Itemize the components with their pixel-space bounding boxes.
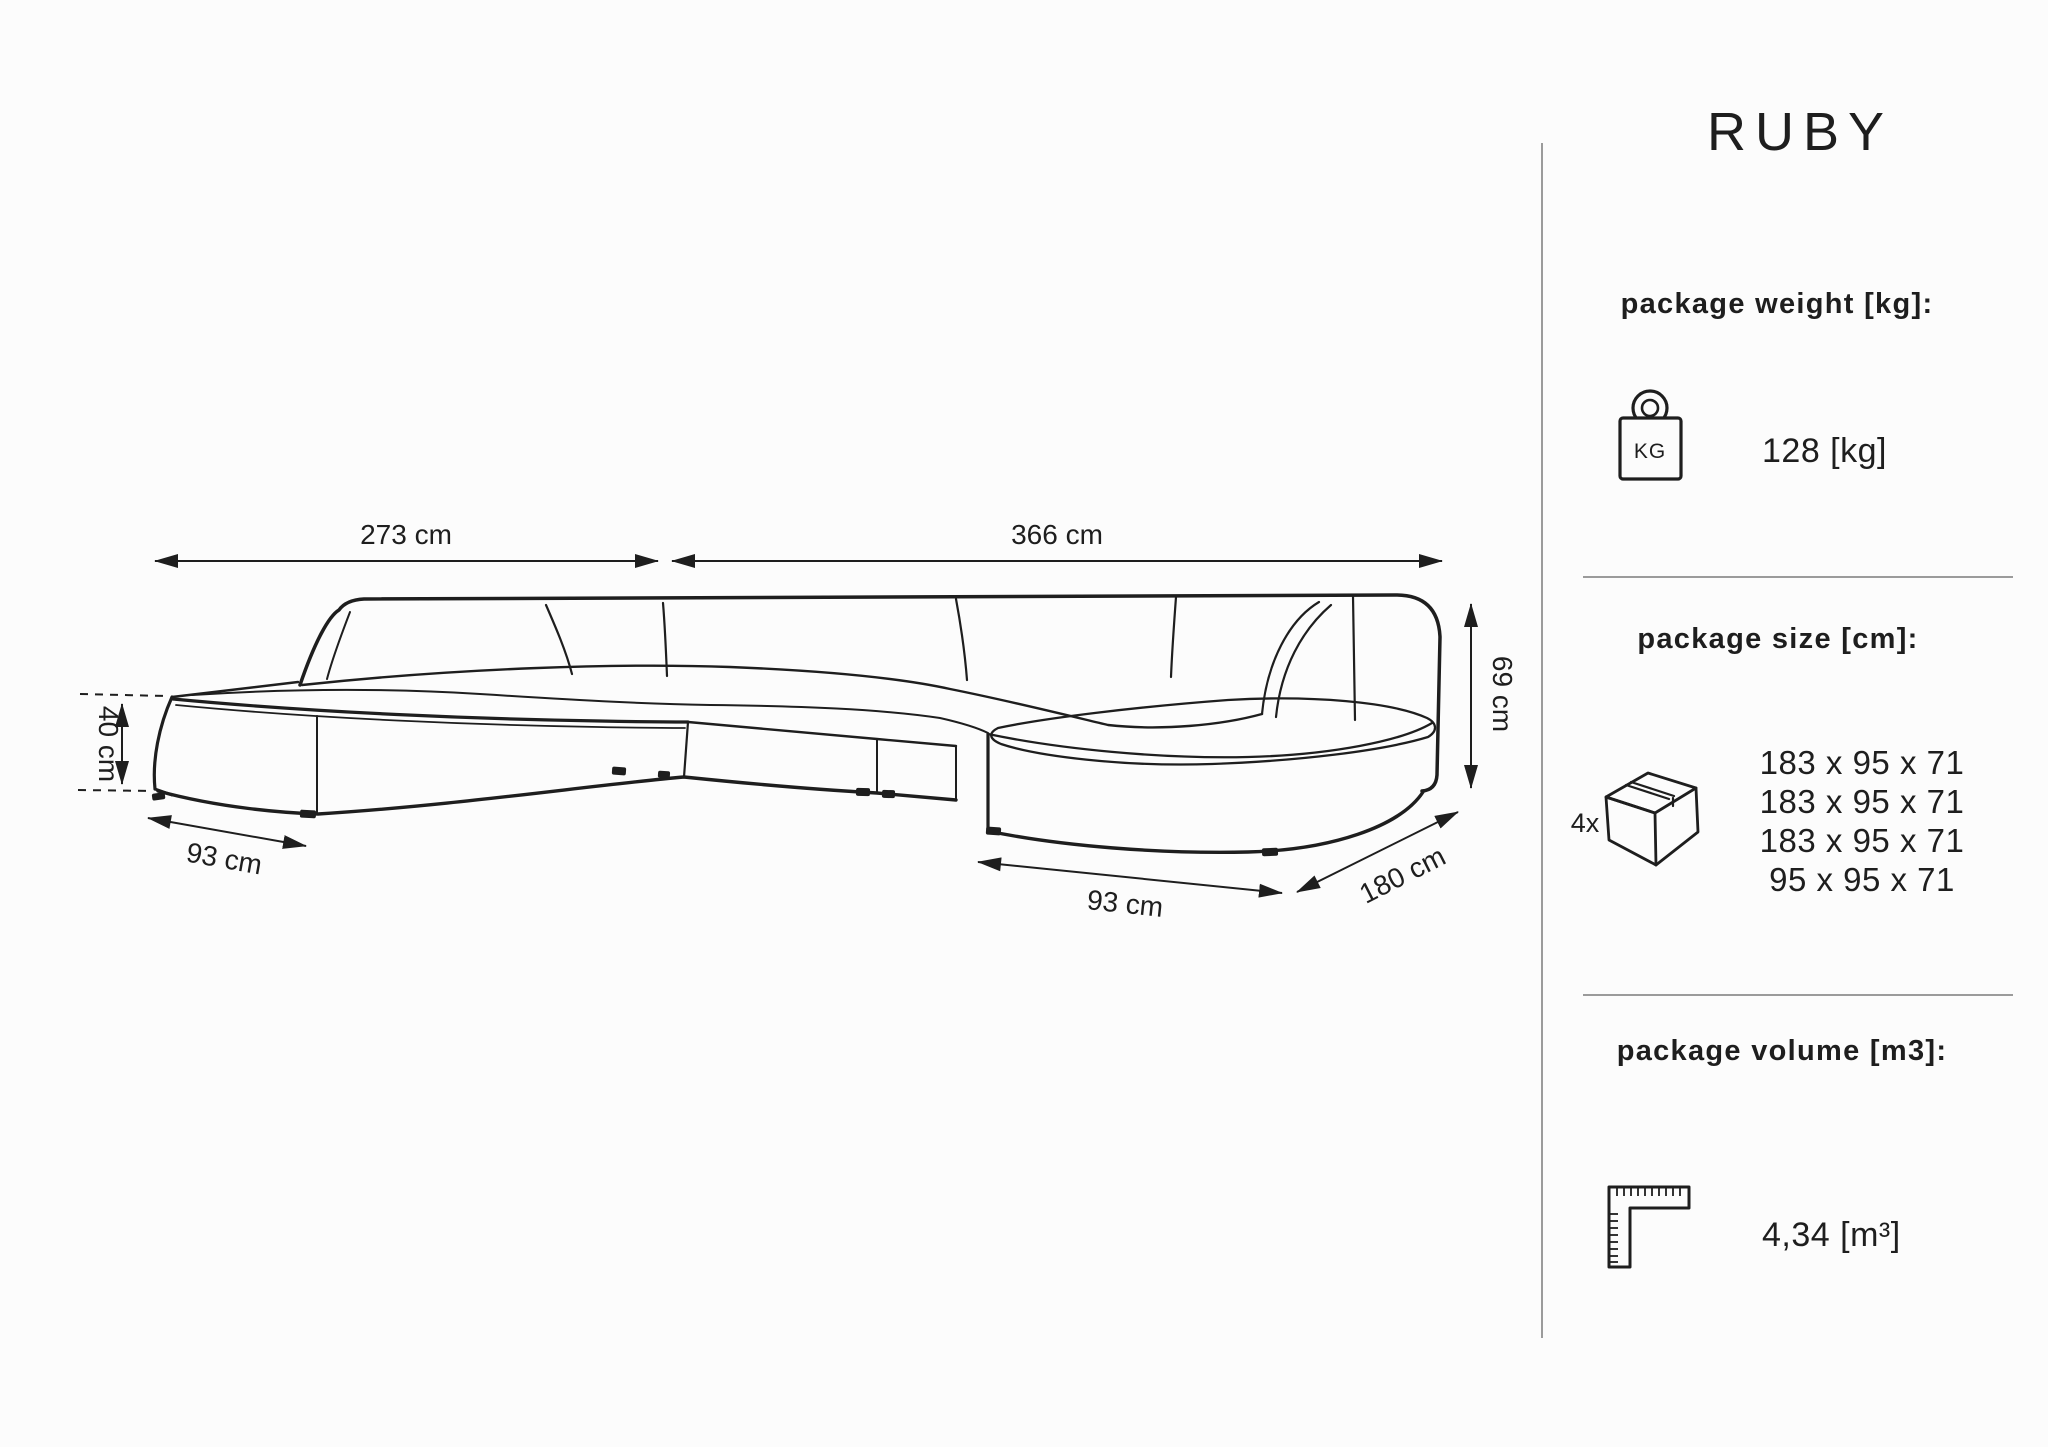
sofa-chaise-bottom-edge: [988, 792, 1423, 852]
dim-label-back-right: 366 cm: [1011, 519, 1103, 550]
sofa-corner-front-seam: [684, 722, 688, 777]
sofa-leg: [856, 788, 870, 796]
volume-value: 4,34 [m³]: [1762, 1216, 1901, 1254]
sofa-left-end-edge: [154, 697, 172, 789]
volume-section-heading: package volume [m3]:: [1616, 1035, 1948, 1067]
package-size-row: 95 x 95 x 71: [1769, 861, 1955, 898]
sofa-leg: [300, 810, 316, 819]
size-section-heading: package size [cm]:: [1637, 623, 1919, 655]
sofa-back-seam: [546, 605, 572, 674]
sofa-leg: [658, 771, 670, 779]
sofa-leg: [152, 792, 166, 801]
dim-arrow-left-depth: [148, 818, 306, 846]
weight-section-heading: package weight [kg]:: [1620, 288, 1934, 320]
dim-extension-line: [78, 790, 152, 791]
sofa-illustration: [152, 595, 1440, 856]
sofa-leg: [882, 790, 895, 798]
package-size-row: 183 x 95 x 71: [1759, 783, 1965, 820]
dim-label-open-end-height: 40 cm: [93, 705, 124, 783]
product-title: RUBY: [1706, 102, 1894, 162]
package-size-row: 183 x 95 x 71: [1759, 822, 1965, 859]
sofa-chaise-seat-outline: [991, 698, 1435, 764]
kg-icon-label: KG: [1633, 440, 1667, 463]
package-quantity: 4x: [1570, 808, 1600, 838]
sofa-back-seam: [1171, 597, 1176, 677]
sofa-chaise-top-edge: [988, 723, 1432, 757]
sidebar: [1542, 102, 2013, 1338]
weight-value: 128 [kg]: [1762, 432, 1887, 470]
dim-label-left-depth: 93 cm: [184, 836, 265, 881]
sofa-back-seam: [956, 599, 967, 680]
sofa-left-bottom-edge: [158, 777, 684, 814]
dim-label-chaise-length: 180 cm: [1354, 840, 1451, 910]
sofa-middle-front-top-edge: [688, 722, 956, 746]
dimension-annotations: [78, 519, 1518, 923]
package-box-icon: [1606, 773, 1698, 865]
sofa-middle-bottom-edge: [684, 777, 956, 800]
dim-label-chaise-depth: 93 cm: [1085, 884, 1165, 923]
sofa-leg: [612, 767, 627, 776]
sofa-backrest-left-seam: [327, 612, 350, 679]
sofa-leg: [986, 827, 1002, 836]
dim-extension-line: [80, 694, 166, 696]
dim-label-back-height: 69 cm: [1487, 655, 1518, 733]
sofa-left-platform-back-edge: [172, 682, 298, 697]
corner-ruler-icon: [1609, 1187, 1689, 1267]
package-size-row: 183 x 95 x 71: [1759, 744, 1965, 781]
dim-label-back-left: 273 cm: [360, 519, 452, 550]
sofa-leg: [1262, 848, 1278, 857]
kg-weight-icon: [1620, 391, 1681, 479]
